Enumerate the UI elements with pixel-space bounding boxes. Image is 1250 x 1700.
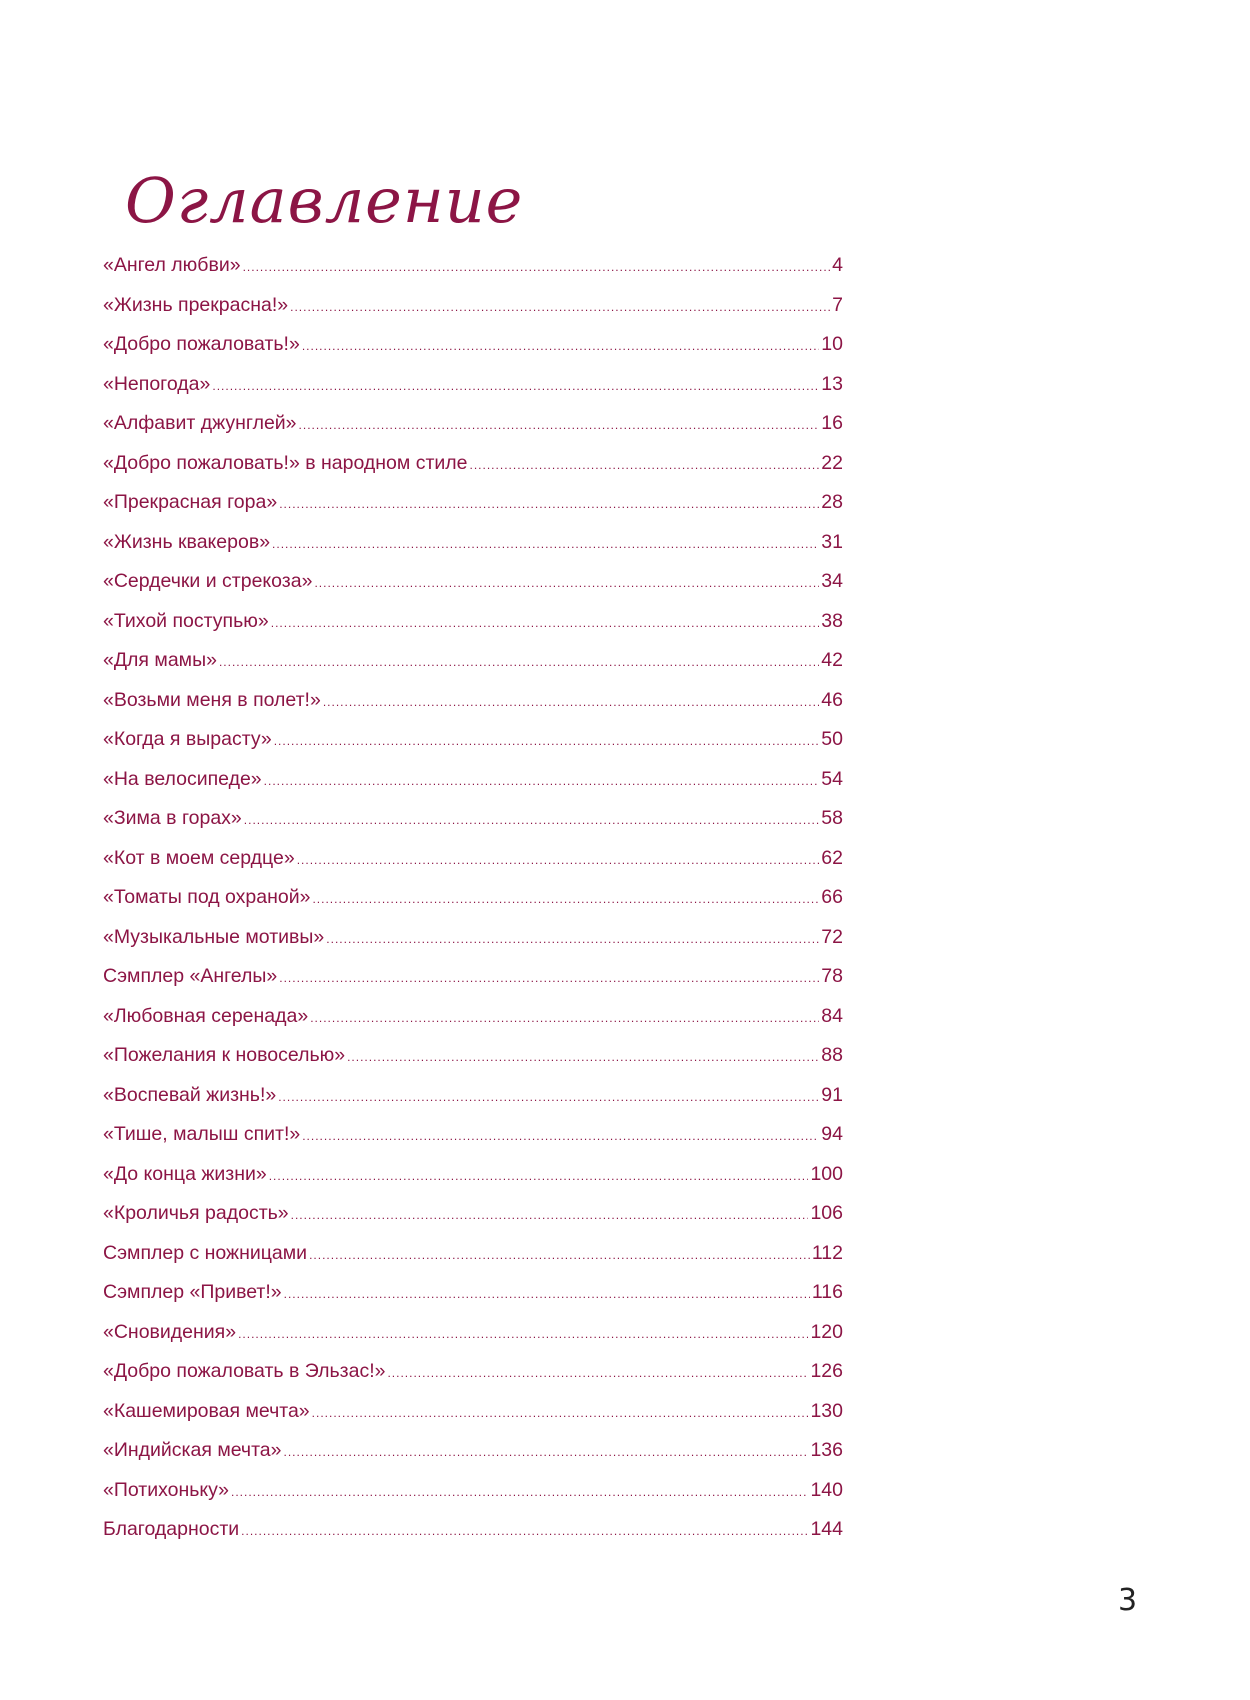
toc-entry (103, 1123, 843, 1163)
dot-leader (312, 892, 819, 906)
toc-entry-title: «Прекрасная гора» (103, 491, 278, 513)
toc-entry-page: 38 (821, 609, 843, 632)
toc-entry (103, 1202, 843, 1242)
toc-entry-page: 7 (832, 293, 843, 316)
toc-entry-page: 46 (821, 688, 843, 711)
toc-entry-title: «Кроличья радость» (103, 1202, 289, 1224)
toc-entry-title: «До конца жизни» (103, 1162, 267, 1185)
toc-entry (103, 412, 843, 452)
toc-entry-title: «Возьми меня в полет!» (103, 688, 321, 711)
dot-leader (297, 853, 820, 867)
toc-entry (103, 728, 843, 768)
toc-entry-page: 120 (810, 1320, 843, 1343)
toc-entry-title: «Жизнь квакеров» (103, 530, 271, 553)
dot-leader (244, 813, 820, 827)
toc-entry-page: 100 (810, 1162, 843, 1185)
dot-leader (272, 537, 819, 551)
toc-entry-page: 10 (821, 333, 843, 355)
toc-entry-title: «Кот в моем сердце» (103, 846, 295, 869)
toc-entry-page: 94 (821, 1123, 843, 1145)
toc-entry-page: 22 (821, 451, 843, 474)
dot-leader (290, 300, 830, 314)
dot-leader (238, 1327, 808, 1341)
toc-entry (103, 1005, 843, 1045)
toc-entry-page: 88 (821, 1044, 843, 1066)
dot-leader (302, 339, 819, 353)
dot-leader (284, 1445, 809, 1459)
toc-entry-title: «Добро пожаловать в Эльзас!» (103, 1360, 386, 1382)
toc-entry-title: «Тише, малыш спит!» (103, 1123, 301, 1145)
dot-leader (279, 497, 819, 511)
toc-entry (103, 689, 843, 729)
dot-leader (243, 260, 831, 274)
toc-entry-page: 50 (821, 728, 843, 750)
toc-entry (103, 254, 843, 294)
dot-leader (279, 971, 819, 985)
toc-entry-title: Сэмплер «Привет!» (103, 1281, 282, 1303)
toc-entry-title: «Добро пожаловать!» в народном стиле (103, 451, 468, 474)
dot-leader (291, 1208, 809, 1222)
page-title: Оглавление (125, 164, 524, 237)
toc-entry (103, 1044, 843, 1084)
toc-entry (103, 886, 843, 926)
page-number: 3 (1118, 1583, 1138, 1618)
toc-entry-title: «Зима в горах» (103, 807, 242, 829)
dot-leader (323, 695, 819, 709)
toc-entry (103, 807, 843, 847)
toc-entry-page: 136 (810, 1439, 843, 1461)
toc-entry (103, 531, 843, 571)
dot-leader (302, 1129, 819, 1143)
toc-entry-page: 72 (821, 925, 843, 948)
toc-entry-page: 58 (821, 807, 843, 829)
dot-leader (284, 1287, 810, 1301)
toc-entry-page: 112 (811, 1241, 843, 1264)
toc-entry-title: «Для мамы» (103, 649, 217, 671)
toc-entry-title: «Ангел любви» (103, 254, 241, 276)
toc-entry (103, 294, 843, 334)
toc-entry-page: 140 (810, 1478, 843, 1501)
toc-entry-page: 66 (821, 886, 843, 908)
toc-entry-page: 91 (821, 1083, 843, 1106)
toc-entry-title: «Индийская мечта» (103, 1439, 282, 1461)
toc-entry (103, 1242, 843, 1282)
toc-entry-page: 62 (821, 846, 843, 869)
dot-leader (314, 576, 819, 590)
toc-entry-title: «Пожелания к новоселью» (103, 1044, 346, 1066)
dot-leader (219, 655, 819, 669)
toc-entry (103, 1479, 843, 1519)
dot-leader (269, 1169, 809, 1183)
toc-entry-page: 144 (810, 1518, 843, 1540)
toc-entry-title: Сэмплер «Ангелы» (103, 965, 278, 987)
toc-entry (103, 1360, 843, 1400)
toc-entry-title: «Воспевай жизнь!» (103, 1083, 277, 1106)
toc-entry-page: 42 (821, 649, 843, 671)
toc-entry-title: «Кашемировая мечта» (103, 1399, 310, 1422)
dot-leader (347, 1050, 819, 1064)
toc-entry-page: 126 (810, 1360, 843, 1382)
dot-leader (309, 1248, 810, 1262)
toc-entry-title: «На велосипеде» (103, 767, 262, 790)
dot-leader (271, 616, 820, 630)
toc-entry-title: «Музыкальные мотивы» (103, 925, 325, 948)
toc-entry (103, 847, 843, 887)
toc-entry-title: «Сновидения» (103, 1320, 237, 1343)
toc-entry-page: 31 (821, 530, 843, 553)
toc-entry-title: «Алфавит джунглей» (103, 412, 297, 434)
toc-entry (103, 1163, 843, 1203)
toc-entry-title: «Добро пожаловать!» (103, 333, 300, 355)
toc-entry (103, 768, 843, 808)
toc-entry (103, 1518, 843, 1558)
toc-entry (103, 373, 843, 413)
toc-entry-page: 13 (821, 372, 843, 395)
toc-entry (103, 491, 843, 531)
toc-entry (103, 610, 843, 650)
dot-leader (326, 932, 819, 946)
toc-entry-title: «Тихой поступью» (103, 609, 269, 632)
toc-entry (103, 1321, 843, 1361)
dot-leader (212, 379, 819, 393)
dot-leader (299, 418, 820, 432)
dot-leader (310, 1011, 819, 1025)
toc-entry-page: 34 (821, 570, 843, 592)
toc-entry (103, 452, 843, 492)
toc-entry (103, 1281, 843, 1321)
toc-entry-title: «Непогода» (103, 372, 211, 395)
toc-entry-title: «Потихоньку» (103, 1478, 229, 1501)
toc-entry (103, 570, 843, 610)
toc-entry-page: 130 (810, 1399, 843, 1422)
dot-leader (241, 1524, 808, 1538)
toc-entry (103, 1400, 843, 1440)
toc-entry-page: 84 (821, 1004, 843, 1027)
toc-entry-page: 54 (821, 767, 843, 790)
dot-leader (274, 734, 820, 748)
dot-leader (231, 1485, 808, 1499)
dot-leader (387, 1366, 808, 1380)
toc-entry (103, 1439, 843, 1479)
toc-entry (103, 1084, 843, 1124)
toc-entry-title: «Жизнь прекрасна!» (103, 293, 289, 316)
toc-entry-title: «Любовная серенада» (103, 1004, 309, 1027)
table-of-contents (103, 254, 843, 1558)
toc-entry-page: 106 (810, 1202, 843, 1224)
toc-entry-page: 4 (832, 254, 843, 276)
dot-leader (312, 1406, 809, 1420)
toc-entry-page: 116 (811, 1281, 843, 1303)
toc-entry-title: Благодарности (103, 1518, 240, 1540)
dot-leader (278, 1090, 819, 1104)
toc-entry-title: Сэмплер с ножницами (103, 1241, 308, 1264)
toc-entry (103, 333, 843, 373)
dot-leader (264, 774, 820, 788)
toc-entry-title: «Сердечки и стрекоза» (103, 570, 313, 592)
toc-entry-title: «Когда я вырасту» (103, 728, 272, 750)
toc-entry-page: 78 (821, 965, 843, 987)
toc-entry-page: 16 (821, 412, 843, 434)
toc-entry (103, 649, 843, 689)
toc-entry (103, 965, 843, 1005)
toc-entry (103, 926, 843, 966)
toc-entry-page: 28 (821, 491, 843, 513)
toc-entry-title: «Томаты под охраной» (103, 886, 311, 908)
dot-leader (470, 458, 820, 472)
